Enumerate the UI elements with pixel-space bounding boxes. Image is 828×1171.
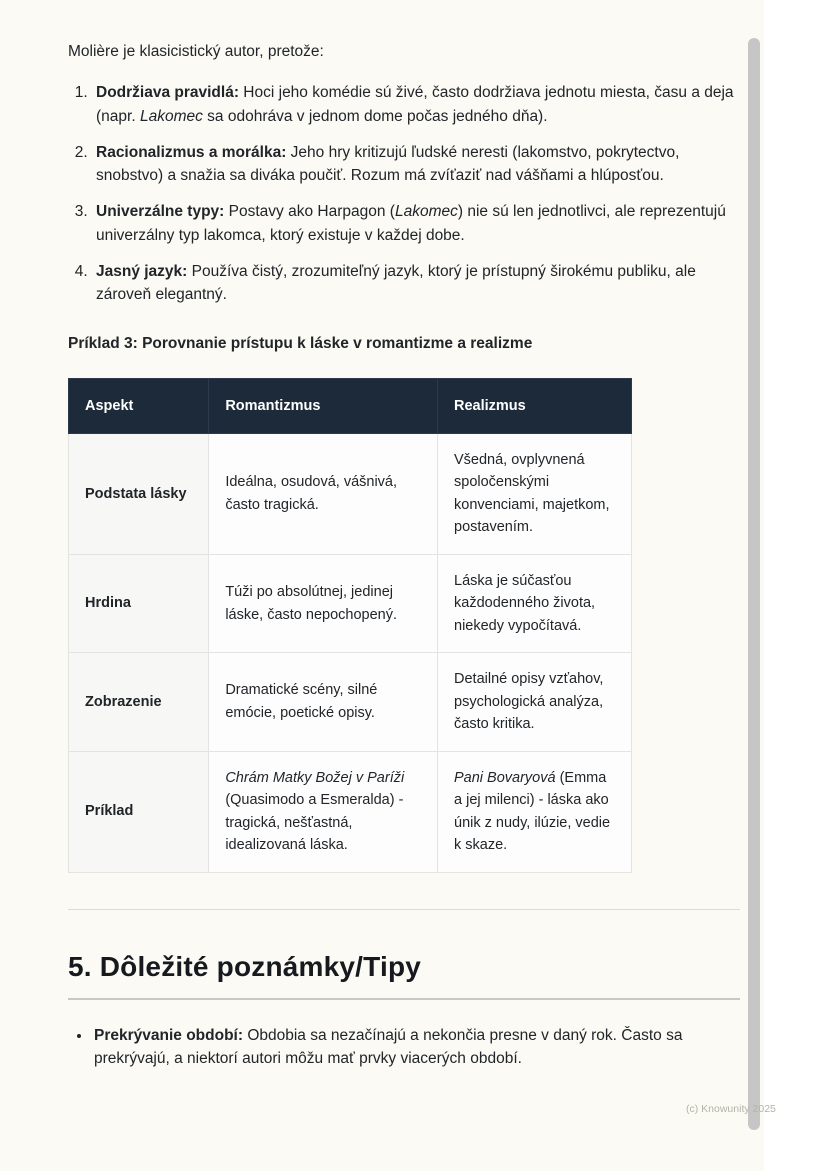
- list-item-text: Postavy ako Harpagon (: [224, 203, 395, 221]
- example-heading: Príklad 3: Porovnanie prístupu k láske v romantizme a realizme: [68, 335, 533, 353]
- table-cell-aspect: Zobrazenie: [69, 653, 209, 751]
- cell-text: Láska je súčasťou každodenného života, niekedy vypočítavá.: [454, 572, 596, 634]
- table-cell: [209, 433, 438, 554]
- bullet-list: [68, 1024, 740, 1071]
- cell-text: Detailné opisy vzťahov, psychologická analýza, často kritika.: [454, 671, 604, 733]
- heading-rule: [68, 998, 740, 1000]
- table-cell: [209, 751, 438, 872]
- list-item-term: Jasný jazyk:: [96, 262, 188, 280]
- table-cell: [438, 433, 632, 554]
- list-item: [92, 141, 740, 188]
- list-item-text: Hoci jeho komédie sú živé, často dodržiava jednotu miesta, času a deja (napr.: [96, 84, 734, 125]
- table-row: [69, 433, 632, 554]
- cell-text: (Quasimodo a Esmeralda) - tragická, nešťastná, idealizovaná láska.: [225, 792, 404, 854]
- comparison-table: [68, 378, 632, 873]
- list-item-text: sa odohráva v jednom dome počas jedného dňa).: [202, 107, 548, 125]
- table-cell: [438, 554, 632, 652]
- table-cell-aspect: Podstata lásky: [69, 433, 209, 554]
- table-cell-aspect: Príklad: [69, 751, 209, 872]
- list-item-text: Používa čistý, zrozumiteľný jazyk, ktorý je prístupný širokému publiku, ale zároveň elegantný.: [96, 262, 696, 303]
- table-cell: [438, 751, 632, 872]
- list-item-term: Racionalizmus a morálka:: [96, 143, 287, 161]
- table-header-cell: Realizmus: [438, 378, 632, 433]
- table-header-cell: Romantizmus: [209, 378, 438, 433]
- cell-text: Túži po absolútnej, jedinej láske, často nepochopený.: [225, 584, 398, 623]
- table-cell: [209, 653, 438, 751]
- section-heading: 5. Dôležité poznámky/Tipy: [68, 950, 422, 982]
- bullet-text: Obdobia sa nezačínajú a nekončia presne v daný rok. Často sa prekrývajú, a niektorí autori môžu mať prvky viacerých období.: [94, 1026, 683, 1067]
- watermark: (c) Knowunity 2025: [686, 1103, 776, 1115]
- cell-text: Všedná, ovplyvnená spoločenskými konvenciami, majetkom, postavením.: [454, 451, 610, 536]
- list-item-term: Dodržiava pravidlá:: [96, 84, 239, 102]
- bullet-item: [92, 1024, 740, 1071]
- table-cell: [438, 653, 632, 751]
- list-item-term: Univerzálne typy:: [96, 203, 225, 221]
- document-content: [68, 40, 740, 1083]
- work-title: Chrám Matky Božej v Paríži: [225, 769, 405, 786]
- cell-text: Ideálna, osudová, vášnivá, často tragická.: [225, 474, 398, 513]
- cell-text: (Emma a jej milenci) - láska ako únik z nudy, ilúzie, vedie k skaze.: [454, 769, 611, 854]
- bullet-term: Prekrývanie období:: [94, 1026, 244, 1044]
- work-title: Lakomec: [394, 203, 458, 221]
- list-item-text: ) nie sú len jednotlivci, ale reprezentujú univerzálny typ lakomca, ktorý existuje v každej dobe.: [96, 203, 726, 244]
- numbered-list: [68, 81, 740, 306]
- list-item: [92, 200, 740, 247]
- table-header-row: [69, 378, 632, 433]
- work-title: Lakomec: [139, 107, 203, 125]
- intro-paragraph: Molière je klasicistický autor, pretože:: [68, 43, 324, 60]
- list-item: [92, 81, 740, 128]
- table-cell-aspect: Hrdina: [69, 554, 209, 652]
- table-row: [69, 554, 632, 652]
- table-cell: [209, 554, 438, 652]
- table-row: [69, 751, 632, 872]
- table-header-cell: Aspekt: [69, 378, 209, 433]
- list-item-text: Jeho hry kritizujú ľudské neresti (lakomstvo, pokrytectvo, snobstvo) a snažia sa diváka poučiť. Rozum má zvíťaziť nad vášňami a hlúposťou.: [96, 143, 680, 184]
- work-title: Pani Bovaryová: [454, 769, 556, 786]
- cell-text: Dramatické scény, silné emócie, poetické opisy.: [225, 682, 378, 721]
- table-row: [69, 653, 632, 751]
- divider: [68, 909, 740, 910]
- page-right-gutter: [764, 0, 828, 1171]
- scrollbar-thumb[interactable]: [748, 38, 760, 1130]
- list-item: [92, 260, 740, 307]
